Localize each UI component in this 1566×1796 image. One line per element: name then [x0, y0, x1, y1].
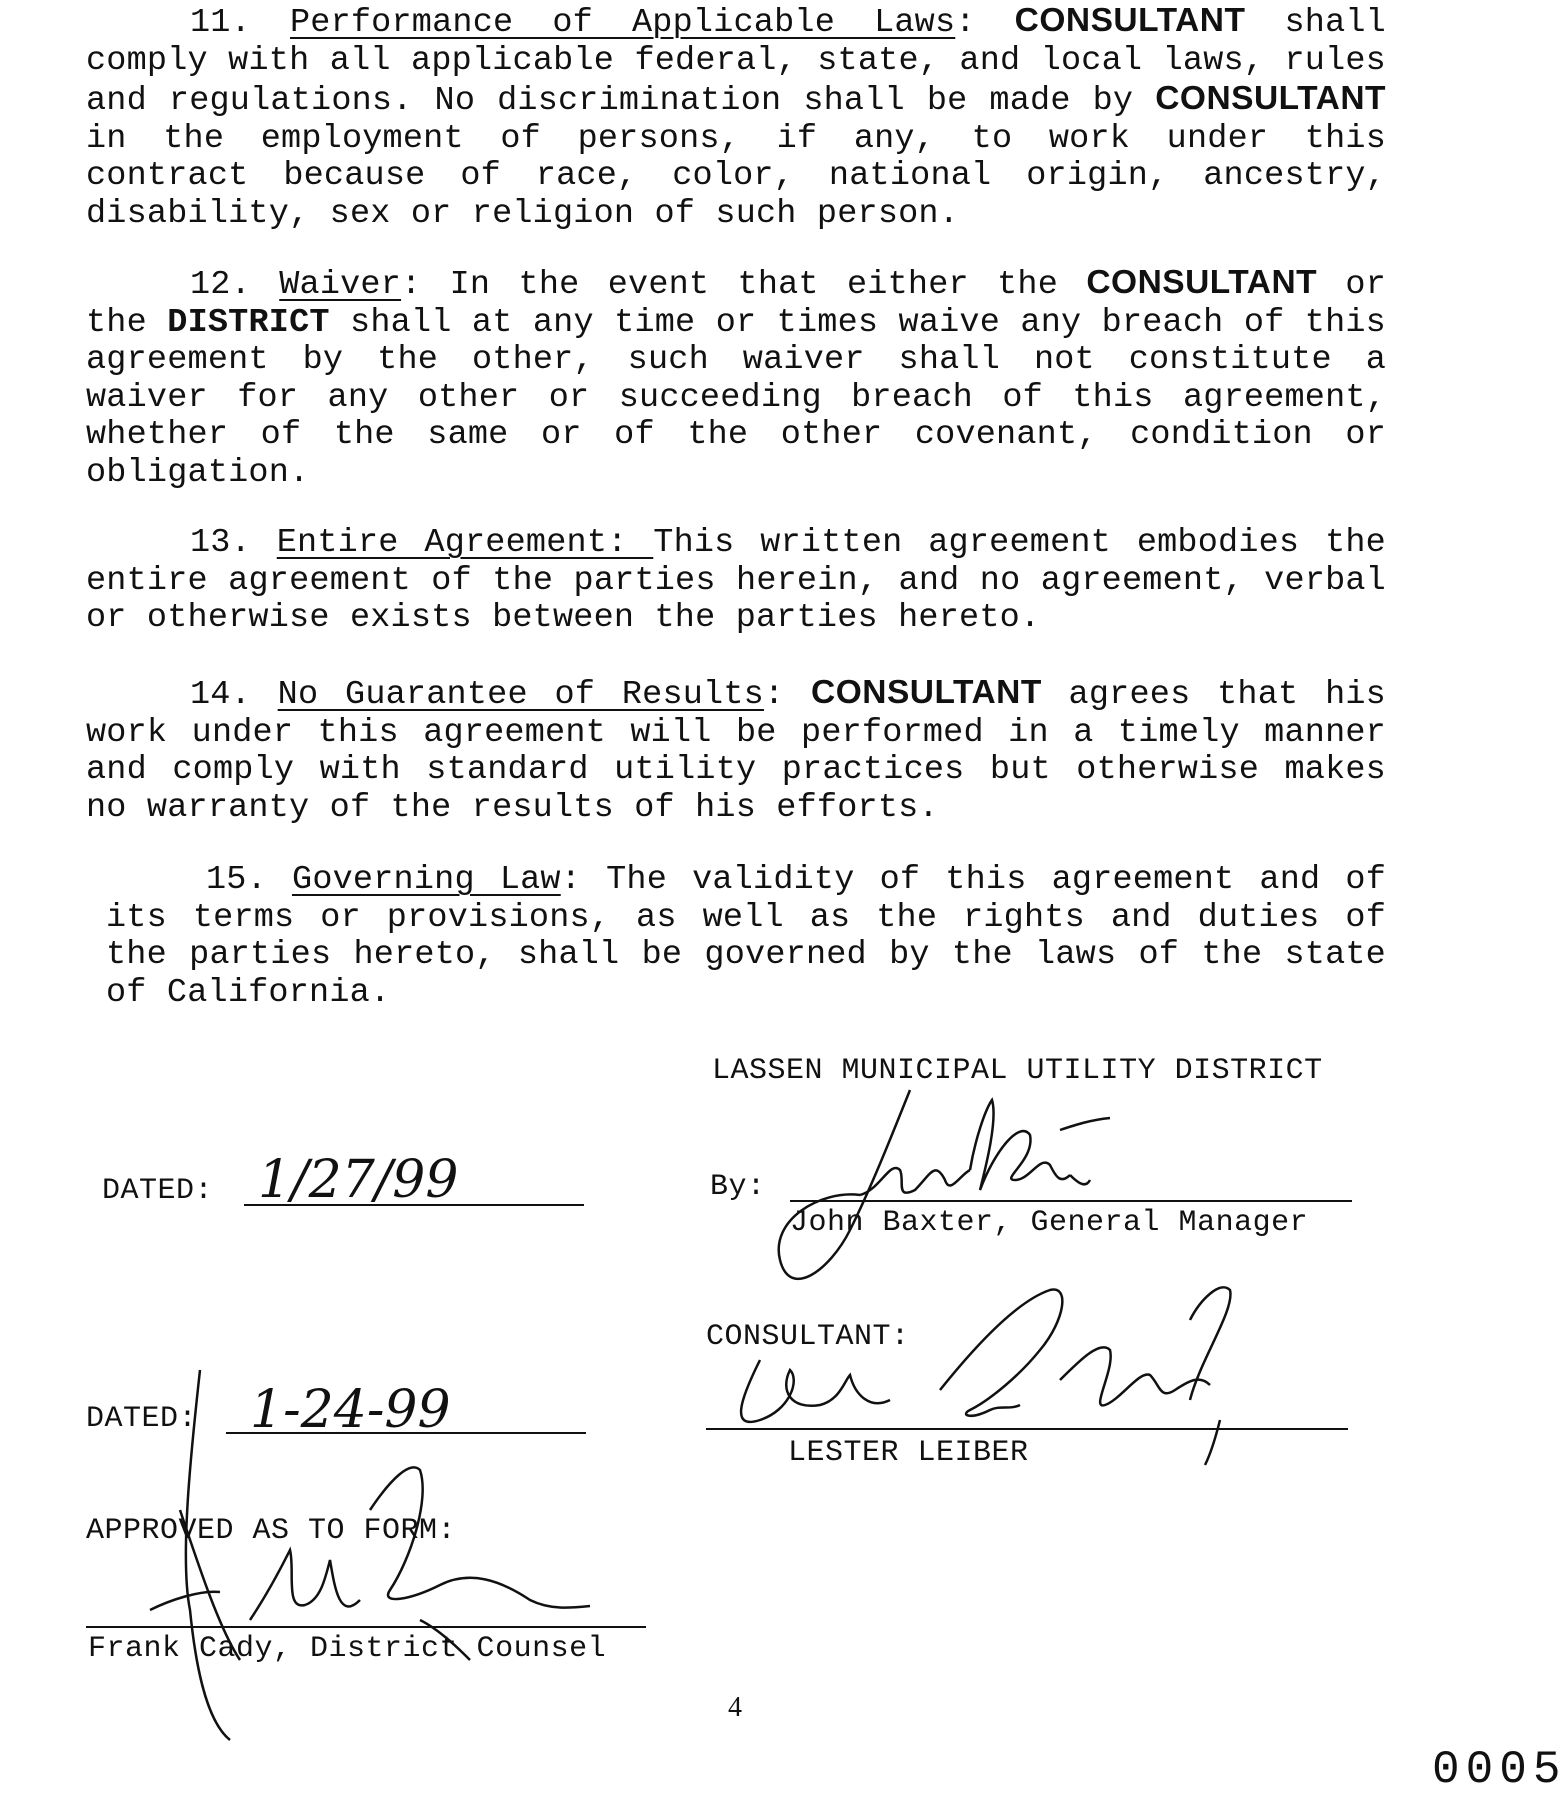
section-14: 14. No Guarantee of Results: CONSULTANT agrees that his work under this agreement will be performed in a timely manner and comply with standard utility practices but otherwise makes no warranty of the results of his efforts.	[86, 674, 1386, 827]
handwritten-date: 1-24-99	[250, 1380, 451, 1440]
section-heading: Governing Law	[292, 861, 561, 899]
cady-signature	[110, 1360, 630, 1760]
section-15: 15. Governing Law: The validity of this agreement and of its terms or provisions, as well as the rights and duties of the parties hereto, shall be governed by the laws of the state of California.	[106, 861, 1386, 1012]
dated-label: DATED:	[102, 1174, 214, 1208]
approved-label: APPROVED AS TO FORM:	[86, 1514, 457, 1548]
section-12: 12. Waiver: In the event that either the CONSULTANT or the DISTRICT shall at any time or times waive any breach of this agreement by the other, such waiver shall not constitute a waiver for any other or succeeding breach of this agreement, whether of the same or of the other covenant, condition or obligation.	[86, 264, 1386, 492]
by-label: By:	[710, 1170, 766, 1204]
counsel-name: Frank Cady, District Counsel	[88, 1632, 607, 1666]
by-name: John Baxter, General Manager	[790, 1206, 1309, 1240]
section-number: 13.	[190, 524, 251, 562]
section-11: 11. Performance of Applicable Laws: CONSULTANT shall comply with all applicable federal, state, and local laws, rules and regulations. No discrimination shall be made by CONSULTANT in the employment of persons, if any, to work under this contract because of race, color, national origin, ancestry, disability, sex or religion of such person.	[86, 2, 1386, 233]
section-number: 11.	[190, 4, 251, 42]
section-heading: Performance of Applicable Laws	[289, 4, 956, 42]
section-number: 14.	[190, 676, 251, 714]
section-heading: Waiver	[279, 266, 402, 304]
district-name: LASSEN MUNICIPAL UTILITY DISTRICT	[712, 1054, 1323, 1088]
page-number: 4	[728, 1692, 742, 1723]
bates-stamp: 0005	[1432, 1744, 1566, 1796]
section-number: 12.	[190, 266, 251, 304]
dated-label: DATED:	[86, 1402, 198, 1436]
consultant-label: CONSULTANT:	[706, 1320, 910, 1354]
party-name: CONSULTANT	[1155, 80, 1386, 117]
leiber-signature	[720, 1260, 1320, 1480]
party-name: CONSULTANT	[1086, 264, 1318, 301]
section-heading: Entire Agreement:	[276, 524, 654, 562]
party-name: CONSULTANT	[1014, 2, 1246, 39]
handwritten-date: 1/27/99	[258, 1150, 459, 1210]
consultant-name: LESTER LEIBER	[788, 1436, 1029, 1470]
party-name: DISTRICT	[167, 303, 330, 342]
section-number: 15.	[206, 861, 267, 899]
party-name: CONSULTANT	[811, 674, 1042, 711]
section-13: 13. Entire Agreement: This written agreement embodies the entire agreement of the parties herein, and no agreement, verbal or otherwise exists between the parties hereto.	[86, 524, 1386, 637]
section-heading: No Guarantee of Results	[277, 676, 764, 714]
